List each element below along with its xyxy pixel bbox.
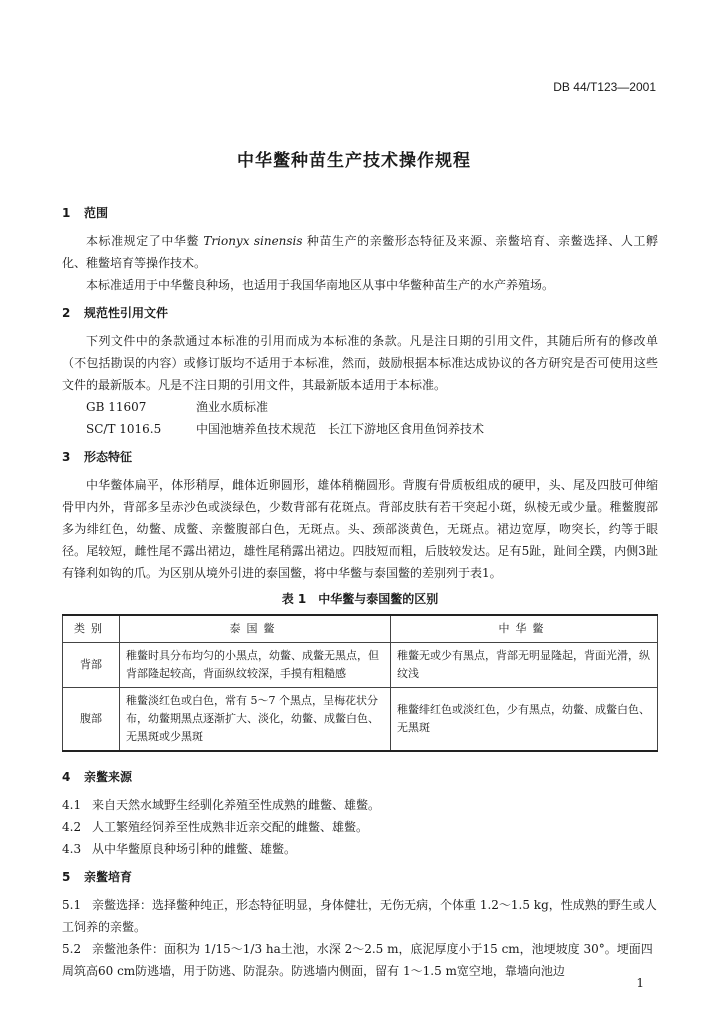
section-title: 亲鳖培育 [84,870,133,884]
list-item [62,816,658,838]
table-cell-category: 腹部 [63,688,120,752]
section-2-paragraph-1: 下列文件中的条款通过本标准的引用而成为本标准的条款。凡是注日期的引用文件，其随后所有的修改单（不包括勘误的内容）或修订版均不适用于本标准，然而，鼓励根据本标准达成协议的各方研究是否可使用这些文件的最新版本。凡是不注日期的引用文件，其最新版本适用于本标准。 [62,334,658,392]
section-3-paragraph-1: 中华鳖体扁平，体形稍厚，雌体近卵圆形，雄体稍椭圆形。背腹有骨质板组成的硬甲，头、尾及四肢可伸缩骨甲内外，背部多呈赤沙色或淡绿色，少数背部有花斑点。背部皮肤有若干突起小斑，纵棱无或少量。稚鳖腹部多为绯红色，幼鳖、成鳖、亲鳖腹部白色，无斑点。头、颈部淡黄色，无斑点。裙边宽厚，吻突长，约等于眼径。尾较短，雌性尾不露出裙边，雄性尾稍露出裙边。四肢短而粗，后肢较发达。足有5趾，趾间全蹼，内侧3趾有锋利如钩的爪。为区别从境外引进的泰国鳖，将中华鳖与泰国鳖的差别列于表1。 [62,478,658,580]
table-caption: 表 1 中华鳖与泰国鳖的区别 [281,592,439,606]
list-item [62,938,658,982]
table-header-cell: 泰国鳖 [120,615,391,643]
section-4-heading [62,766,658,788]
item-text: 亲鳖池条件：面积为 1/15～1/3 ha土池，水深 2～2.5 m，底泥厚度小于15 cm，池埂坡度 30°。埂面四周筑高60 cm防逃墙，用于防逃、防混杂。防逃墙内侧面，留有 1～1.5 m宽空地，靠墙向池边 [62,942,653,978]
list-item [62,794,658,816]
table-row [63,643,658,688]
item-number: 5.1 [62,898,82,912]
page-number: 1 [636,976,644,990]
document-title: 中华鳖种苗生产技术操作规程 [237,151,471,171]
reference-item [62,418,658,440]
list-item [62,894,658,938]
section-title: 形态特征 [84,450,133,464]
table-cell-category: 背部 [63,643,120,688]
section-1-paragraph-2: 本标准适用于中华鳖良种场，也适用于我国华南地区从事中华鳖种苗生产的水产养殖场。 [86,278,555,292]
section-2-heading [62,302,658,324]
section-number: 2 [62,306,71,320]
item-text: 来自天然水域野生经驯化养殖至性成熟的雌鳖、雄鳖。 [92,798,381,812]
item-text: 亲鳖选择：选择鳖种纯正，形态特征明显，身体健壮，无伤无病，个体重 1.2～1.5 kg，性成熟的野生或人工饲养的亲鳖。 [62,898,657,934]
section-title: 范围 [84,206,109,220]
item-number: 5.2 [62,942,82,956]
section-number: 4 [62,770,71,784]
section-1-paragraph-1 [62,230,658,274]
table-header-cell: 中华鳖 [391,615,658,643]
table-cell-thai: 稚鳖时具分布均匀的小黑点，幼鳖、成鳖无黑点，但背部隆起较高，背面纵纹较深，手摸有粗糙感 [120,643,391,688]
document-code: DB 44/T123—2001 [553,80,656,94]
item-text: 从中华鳖原良种场引种的雌鳖、雄鳖。 [92,842,297,856]
reference-item [62,396,658,418]
reference-code: SC/T 1016.5 [86,422,162,436]
section-1-heading [62,202,658,224]
table-header-row [63,615,658,643]
text-run: 种苗生产的亲鳖形态特征及来源、亲鳖培育、亲鳖选择、人工孵化、稚鳖培育等操作技术。 [62,234,658,270]
table-header-cell: 类别 [63,615,120,643]
section-number: 1 [62,206,71,220]
section-title: 规范性引用文件 [84,306,169,320]
item-number: 4.1 [62,798,82,812]
document-body [62,196,658,982]
section-5-heading [62,866,658,888]
text-run: 本标准规定了中华鳖 [86,234,204,248]
reference-code: GB 11607 [86,400,147,414]
list-item [62,838,658,860]
item-text: 人工繁殖经饲养至性成熟非近亲交配的雌鳖、雄鳖。 [92,820,369,834]
table-cell-china: 稚鳖无或少有黑点，背部无明显隆起，背面光滑，纵纹浅 [391,643,658,688]
section-3-heading [62,446,658,468]
table-cell-thai: 稚鳖淡红色或白色，常有 5～7 个黑点，呈梅花状分布，幼鳖期黑点逐渐扩大、淡化，幼鳖、成鳖白色、无黑斑或少黑斑 [120,688,391,752]
table-cell-china: 稚鳖绯红色或淡红色，少有黑点，幼鳖、成鳖白色、无黑斑 [391,688,658,752]
item-number: 4.3 [62,842,82,856]
comparison-table [62,614,658,752]
latin-name: Trionyx sinensis [203,234,303,248]
reference-name: 渔业水质标准 [196,400,269,414]
table-row [63,688,658,752]
section-number: 3 [62,450,71,464]
section-title: 亲鳖来源 [84,770,133,784]
item-number: 4.2 [62,820,82,834]
reference-name: 中国池塘养鱼技术规范 长江下游地区食用鱼饲养技术 [196,422,485,436]
section-number: 5 [62,870,71,884]
